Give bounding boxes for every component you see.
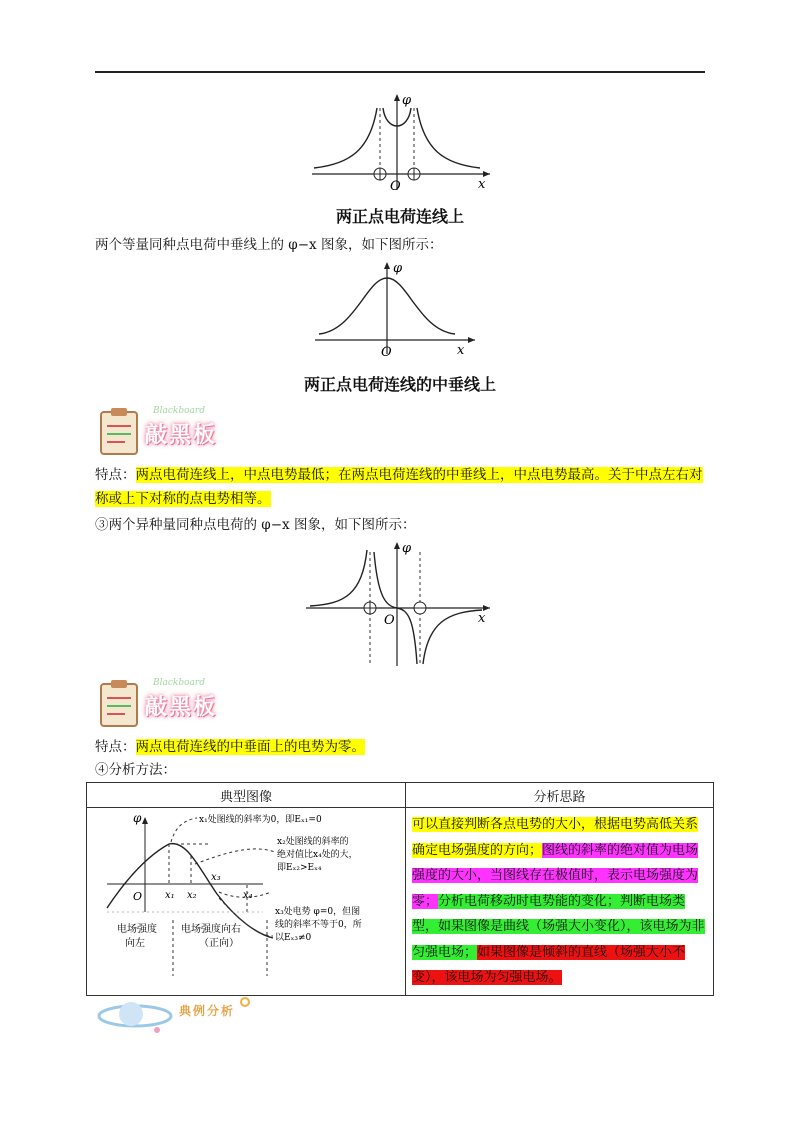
intro-paragraph: 两个等量同种点电荷中垂线上的 φ−x 图象，如下图所示： xyxy=(95,237,443,253)
figure-potential-opposite xyxy=(300,538,500,668)
intro-paragraph: ③两个异种量同种点电荷的 φ−x 图象，如下图所示： xyxy=(95,517,416,533)
curve-right xyxy=(417,108,480,168)
analysis-cell xyxy=(406,808,714,996)
curve-left xyxy=(314,108,377,168)
curve-left xyxy=(310,550,367,606)
table-header: 典型图像 xyxy=(87,783,406,808)
blackboard-badge: Blackboard 敲黑板 xyxy=(95,676,235,728)
blackboard-badge: Blackboard 敲黑板 xyxy=(95,404,235,456)
phi-label: φ xyxy=(402,93,412,108)
field-direction-right: 电场强度向右 xyxy=(181,924,241,935)
svg-text:向左: 向左 xyxy=(125,938,145,949)
svg-text:以Eₓ₃≠0: 以Eₓ₃≠0 xyxy=(275,933,312,943)
intro-paragraph: ④分析方法： xyxy=(95,762,176,778)
phi-axis-arrow xyxy=(384,262,390,269)
origin-label: O xyxy=(390,179,401,194)
analysis-table xyxy=(86,782,714,996)
origin-label: O xyxy=(384,613,395,628)
annotation-x2: x₂处图线的斜率的 xyxy=(277,837,349,847)
svg-text:φ: φ xyxy=(133,811,142,825)
field-direction-left: 电场强度 xyxy=(117,924,157,935)
feature-note: 特点：两点电荷连线上，中点电势最低；在两点电荷连线的中垂线上，中点电势最高。关于中点左右对称或上下对称的点电势相等。 xyxy=(95,467,703,507)
svg-text:线的斜率不等于0，所: 线的斜率不等于0，所 xyxy=(275,920,362,930)
x-label: x xyxy=(457,343,465,358)
figure-potential-line xyxy=(300,90,500,195)
blackboard-title: 敲黑板 xyxy=(145,694,218,720)
phi-axis-arrow xyxy=(394,94,400,101)
x-label: x xyxy=(478,611,486,626)
clipboard-icon xyxy=(95,676,143,728)
highlight-text: 两点电荷连线上，中点电势最低；在两点电荷连线的中垂线上，中点电势最高。关于中点左右对称或上下对称的点电势相等。 xyxy=(95,467,703,507)
header-rule xyxy=(95,71,705,73)
table-header: 分析思路 xyxy=(406,783,714,808)
phi-axis-arrow xyxy=(394,542,400,549)
svg-text:绝对值比x₄处的大，: 绝对值比x₄处的大， xyxy=(277,850,358,860)
figure-caption: 两正点电荷连线上 xyxy=(335,207,464,226)
svg-text:O: O xyxy=(133,890,143,903)
svg-text:即Eₓ₂>Eₓ₄: 即Eₓ₂>Eₓ₄ xyxy=(277,863,322,873)
svg-text:x₁: x₁ xyxy=(165,890,175,901)
blackboard-title: 敲黑板 xyxy=(145,422,218,448)
typical-graph-cell xyxy=(87,808,406,996)
annotation-x3: x₃处电势 φ=0，但图 xyxy=(275,907,361,917)
curve-right xyxy=(423,610,482,664)
clipboard-icon xyxy=(95,404,143,456)
x-axis-arrow xyxy=(468,337,475,343)
figure-potential-bisector xyxy=(305,258,485,360)
svg-text:x₄: x₄ xyxy=(243,890,253,901)
figure-caption: 两正点电荷连线的中垂线上 xyxy=(303,375,496,394)
origin-label: O xyxy=(381,345,392,360)
highlight-text: 可以直接判断各点电势的大小，根据电势高低关系确定电场强度的方向； xyxy=(412,817,699,858)
example-analysis-title: 典例分析 xyxy=(179,1004,236,1018)
phi-label: φ xyxy=(402,541,412,556)
feature-note: 特点：两点电荷连线的中垂面上的电势为零。 xyxy=(95,739,365,755)
svg-text:x₃: x₃ xyxy=(211,872,221,883)
x-label: x xyxy=(478,177,486,192)
svg-text:x₂: x₂ xyxy=(187,890,197,901)
highlight-text: 分析电荷移动时电势能的变化；判断电场类型，如果图像是曲线（场强大小变化），该电场为非匀强电场； xyxy=(412,893,705,960)
highlight-text: 两点电荷连线的中垂面上的电势为零。 xyxy=(135,739,365,755)
svg-text:（正向）: （正向） xyxy=(199,938,239,949)
phi-label: φ xyxy=(393,261,403,276)
highlight-text: 图线的斜率的绝对值为电场强度的大小，当图线存在极值时，表示电场强度为零； xyxy=(412,842,699,909)
annotation-x1: x₁处图线的斜率为0，即Eₓ₁=0 xyxy=(199,815,322,825)
example-analysis-badge xyxy=(95,990,265,1038)
typical-graph xyxy=(87,808,403,976)
highlight-text: 如果图像是倾斜的直线（场强大小不变），该电场为匀强电场。 xyxy=(412,944,686,985)
